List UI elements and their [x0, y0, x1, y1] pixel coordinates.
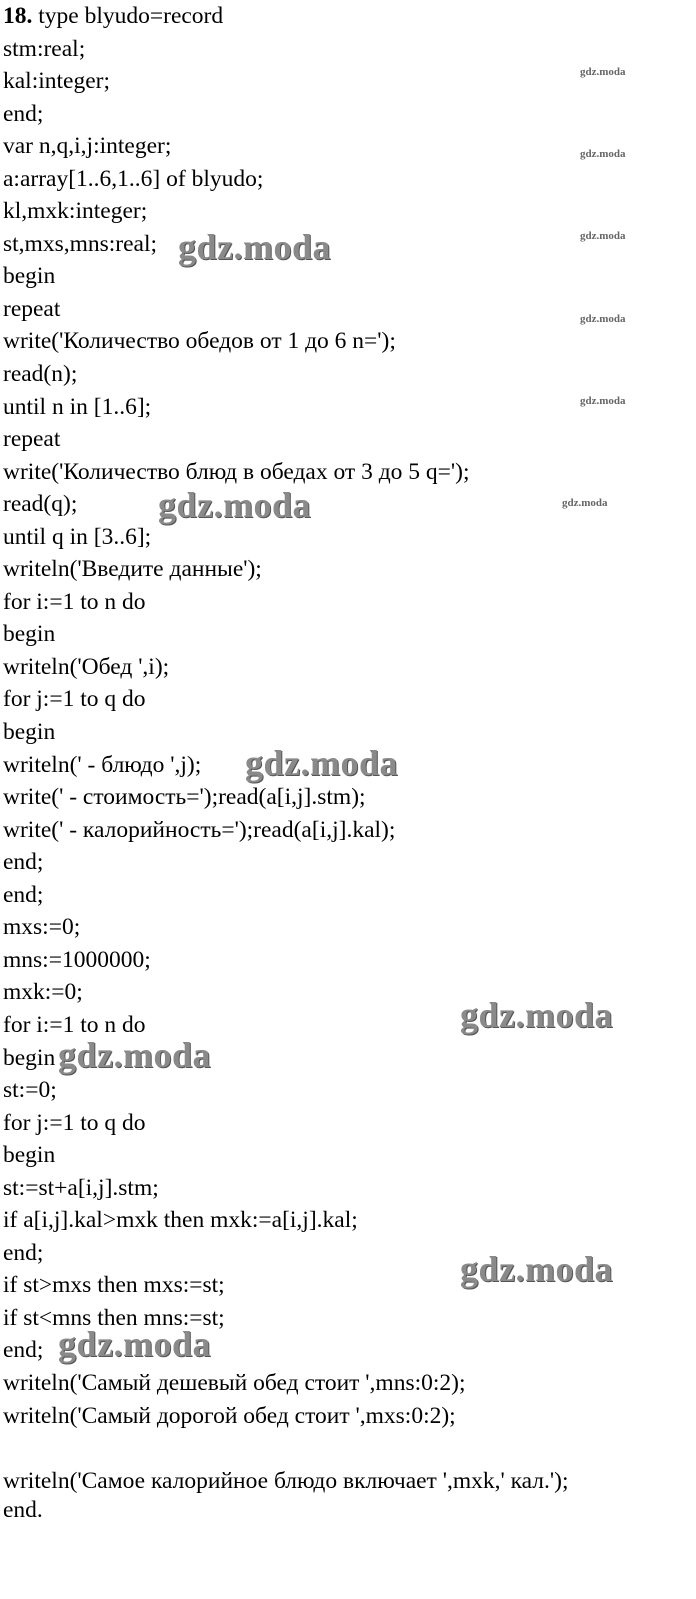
code-line: var n,q,i,j:integer;: [3, 133, 172, 160]
code-line: until n in [1..6];: [3, 393, 152, 420]
watermark-large: gdz.moda: [245, 743, 399, 783]
code-line: begin: [3, 263, 56, 290]
code-line: writeln('Самое калорийное блюдо включает ',mxk,' кал.');: [3, 1467, 569, 1494]
code-line: st:=0;: [3, 1077, 57, 1104]
code-line: repeat: [3, 295, 61, 322]
watermark-small: gdz.moda: [580, 66, 626, 78]
code-line-text: type blyudo=record: [32, 3, 224, 29]
code-line: if a[i,j].kal>mxk then mxk:=a[i,j].kal;: [3, 1207, 358, 1234]
code-line: read(n);: [3, 361, 78, 388]
code-line: write('Количество обедов от 1 до 6 n=');: [3, 328, 396, 355]
code-line: a:array[1..6,1..6] of blyudo;: [3, 165, 264, 192]
code-line: end;: [3, 100, 44, 127]
code-line: st,mxs,mns:real;: [3, 230, 158, 257]
code-line: write(' - стоимость=');read(a[i,j].stm);: [3, 784, 366, 811]
watermark-small: gdz.moda: [580, 395, 626, 407]
code-line: until q in [3..6];: [3, 523, 152, 550]
code-line: end.: [3, 1497, 43, 1524]
code-line: end;: [3, 1239, 44, 1266]
code-line: writeln(' - блюдо ',j);: [3, 751, 202, 778]
code-line: read(q);: [3, 491, 78, 518]
code-line: if st>mxs then mxs:=st;: [3, 1272, 225, 1299]
code-line: writeln('Самый дорогой обед стоит ',mxs:0:2);: [3, 1402, 456, 1429]
code-line: repeat: [3, 426, 61, 453]
code-line: for j:=1 to q do: [3, 1109, 146, 1136]
code-line: begin: [3, 1142, 56, 1169]
code-line: for j:=1 to q do: [3, 686, 146, 713]
watermark-small: gdz.moda: [580, 230, 626, 242]
watermark-large: gdz.moda: [58, 1035, 212, 1075]
code-line: kal:integer;: [3, 68, 111, 95]
code-line: end;: [3, 881, 44, 908]
watermark-large: gdz.moda: [58, 1324, 212, 1364]
watermark-large: gdz.moda: [178, 227, 332, 267]
code-line: end;: [3, 1337, 44, 1364]
watermark-small: gdz.moda: [562, 497, 608, 509]
code-line: writeln('Введите данные');: [3, 556, 262, 583]
code-line: writeln('Обед ',i);: [3, 653, 170, 680]
code-line: mns:=1000000;: [3, 946, 151, 973]
code-line-1: [3, 0, 693, 33]
code-line: end;: [3, 849, 44, 876]
watermark-large: gdz.moda: [158, 485, 312, 525]
watermark-large: gdz.moda: [460, 995, 614, 1035]
code-line: for i:=1 to n do: [3, 588, 146, 615]
code-line: stm:real;: [3, 35, 86, 62]
code-line: begin: [3, 1044, 56, 1071]
code-line: for i:=1 to n do: [3, 1011, 146, 1038]
code-line: begin: [3, 621, 56, 648]
code-line: begin: [3, 719, 56, 746]
watermark-large: gdz.moda: [460, 1249, 614, 1289]
code-line: write(' - калорийность=');read(a[i,j].kal);: [3, 816, 396, 843]
code-line: mxk:=0;: [3, 979, 83, 1006]
code-line: mxs:=0;: [3, 914, 81, 941]
task-number: 18.: [3, 3, 33, 29]
code-line: write('Количество блюд в обедах от 3 до 5 q=');: [3, 458, 470, 485]
code-line: kl,mxk:integer;: [3, 198, 148, 225]
watermark-small: gdz.moda: [580, 148, 626, 160]
code-line: st:=st+a[i,j].stm;: [3, 1174, 159, 1201]
code-line: if st<mns then mns:=st;: [3, 1304, 225, 1331]
code-line: writeln('Самый дешевый обед стоит ',mns:0:2);: [3, 1369, 466, 1396]
watermark-small: gdz.moda: [580, 313, 626, 325]
